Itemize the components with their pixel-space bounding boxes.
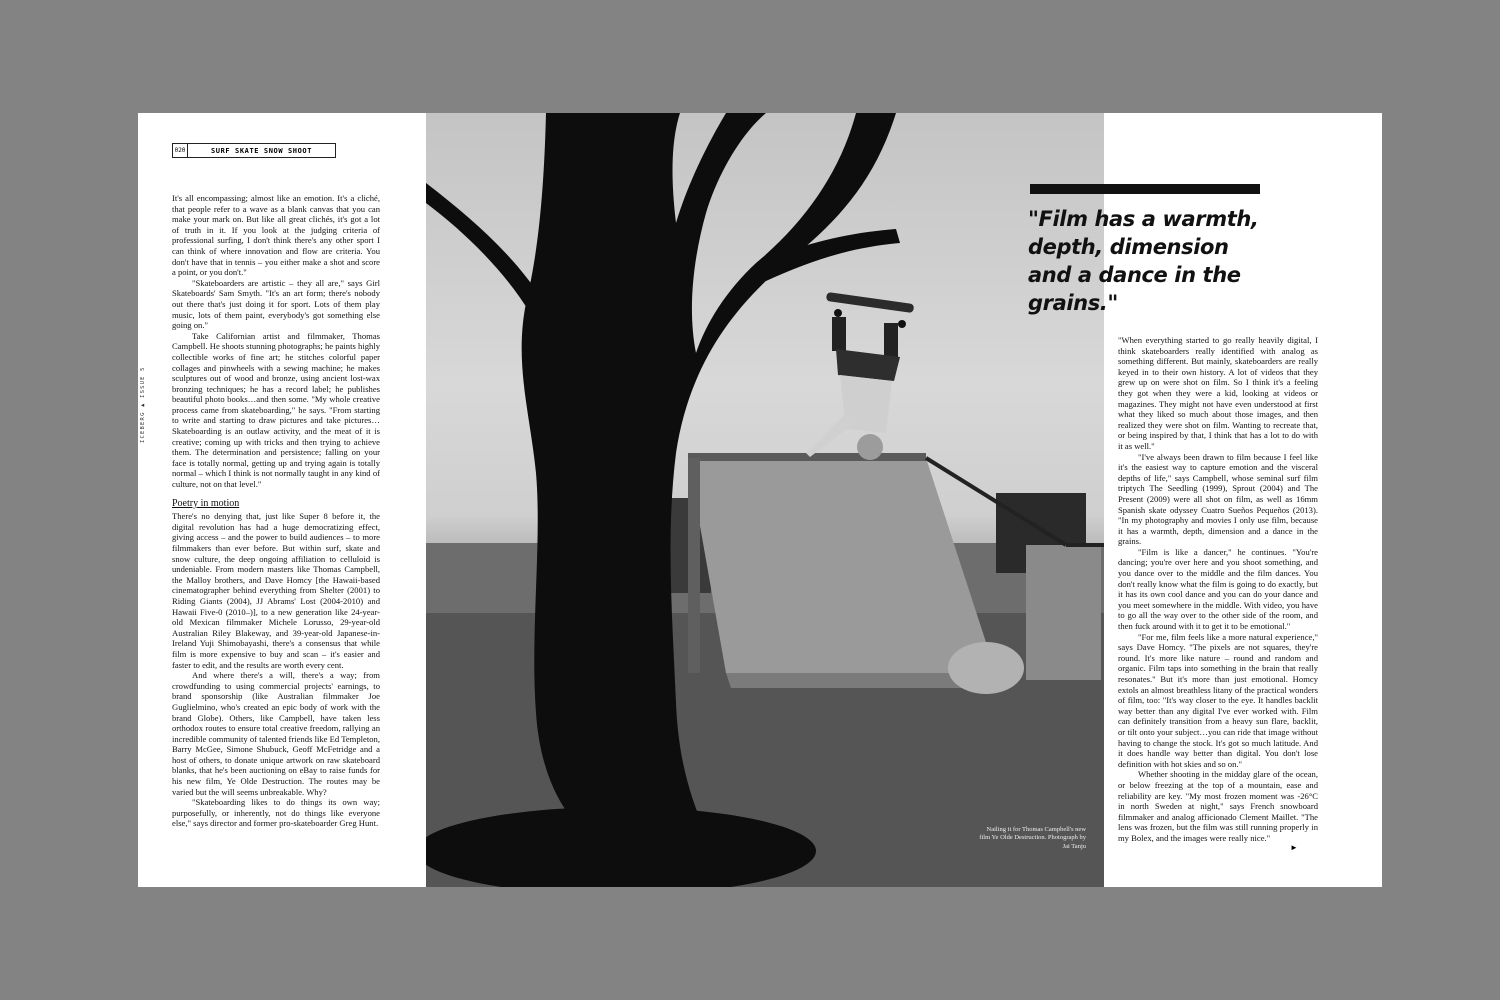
paragraph: It's all encompassing; almost like an emotion. It's a cliché, that people refer to a wave as a blank canvas that you can make your mark on. But like all great clichés, it's got a lot of truth in it. If you look at the judging criteria of professional surfing, I don't think there's any other sport I can think of where innovation and flow are criteria. You don't have that in tennis – you either make a shot and score a point, or you don't."	[172, 193, 380, 278]
skateboarder-silhouette	[806, 292, 914, 460]
paragraph: "Skateboarding likes to do things its own way; purposefully, or inherently, not do things like everyone else," says director and former pro-skateboarder Greg Hunt.	[172, 797, 380, 829]
left-page	[138, 113, 426, 887]
paragraph: "When everything started to go really heavily digital, I think skateboarders really identified with analog as something different. But mainly, skateboarders are really keyed in to their own history. A lot of videos that they grew up on were shot on film. So I think it's a feeling they got when they were a kid, looking at videos or magazines. They might not have even understood at first what they liked so much about those images, and then realized they were shot on film. Wanting to recreate that, or being inspired by that, I think that has a lot to do with it as well."	[1118, 335, 1318, 451]
photo-caption: Nailing it for Thomas Campbell's new film Ye Olde Destruction. Photograph by Jai Tanju	[979, 825, 1086, 850]
paragraph: There's no denying that, just like Super 8 before it, the digital revolution has had a huge democratizing effect, giving access – and the power to build audiences – to more filmmakers than ever before. But within surf, skate and snow culture, the deep ongoing affiliation to celluloid is undeniable. From modern masters like Thomas Campbell, the Malloy brothers, and Dave Homcy [the Hawaii-based cinematographer behind everything from Shelter (2001) to Riding Giants (2004), JJ Abrams' Lost (2004-2010) and Hawaii Five-0 (2010–)], to a new generation like 24-year-old Mexican filmmaker Michele Lorusso, 29-year-old Australian Riley Blakeway, and 39-year-old Japanese-in-Ireland Yuji Shimobayashi, there's a consensus that while film is more expensive to buy and scan – it's easier and faster to edit, and the results are worth every cent.	[172, 511, 380, 670]
paragraph: And where there's a will, there's a way; from crowdfunding to using commercial projects' earnings, to brand sponsorship (like Australian filmmaker Joe Guglielmino, who's created an epic body of work with the brand Globe). Others, like Campbell, have taken less orthodox routes to ensure total creative freedom, rallying an incredible community of talented friends like Ed Templeton, Barry McGee, Simone Shubuck, Geoff McFetridge and a host of others, to donate unique artwork on raw skateboard blanks, that he's been auctioning on eBay to raise funds for his new film, Ye Olde Destruction. The routes may be varied but the will seems unbreakable. Why?	[172, 670, 380, 797]
article-column-right	[1118, 335, 1318, 844]
article-column-left	[172, 193, 380, 829]
paragraph: Whether shooting in the midday glare of the ocean, or below freezing at the top of a mountain, ease and reliability are key. "My most frozen moment was -26°C in north Sweden at night," says French snowboard filmmaker and analog afficionado Clement Maillet. "The lens was frozen, but the film was still running properly in my Bolex, and the images were really nice."	[1118, 769, 1318, 843]
paragraph: "Film is like a dancer," he continues. "You're dancing; you're over here and you shoot something, and you dance over to the middle and the film dances. You don't really know what the film is going to do exactly, but it has its own cool dance and you can do your dance and you meet somewhere in the middle. With video, you have to go all the way over to the other side of the room, and then fuck around with it to get it to be emotional."	[1118, 546, 1318, 632]
section-title: SURF SKATE SNOW SHOOT	[210, 146, 313, 155]
end-mark-icon: ►	[1290, 843, 1298, 852]
page-number: 020	[173, 144, 188, 157]
paragraph: "For me, film feels like a more natural experience," says Dave Homcy. "The pixels are not squares, they're round. It's more like nature – round and random and organic. Film taps into something in the brain that really resonates." But it's more than just emotional. Homcy extols an almost breathless litany of the practical wonders of film, too: "It's way closer to the eye. It handles backlit way better than any digital I've ever worked with. Film can definitely transition from a heavy sun flare, backlit, or tilt onto your subject…you can ride that image without having to change the stock. It's got so much latitude. And it does handle way better than digital. You don't lose definition with hot skies and so on."	[1118, 631, 1318, 769]
paragraph: "Skateboarders are artistic – they all are," says Girl Skateboards' Sam Smyth. "It's an art form; there's nobody out there that's just doing it for sport. Lots of them play music, lots of them paint, everybody's got something else going on."	[172, 277, 380, 331]
subheading: Poetry in motion	[172, 497, 240, 509]
paragraph: Take Californian artist and filmmaker, Thomas Campbell. He shoots stunning photographs; he paints highly collectible works of fine art; he stitches colorful paper collages and pinwheels with a sewing machine; he makes sculptures out of wood and bronze, using ancient lost-wax bronzing techniques; he has a record label; he publishes beautiful photo books…and then some. "My whole creative process came from skateboarding," he says. "From starting to write and starting to draw pictures and take pictures… Skateboarding is an outlaw activity, and the meat of it is creative; coming up with tricks and then trying to achieve them. The determination and persistence; falling on your face is totally normal, getting up and trying again is totally normal – which I think is not normally taught in any kind of culture, not on that level."	[172, 330, 380, 490]
quote-rule	[1030, 184, 1260, 194]
photo-illustration	[426, 113, 1104, 887]
pull-quote: "Film has a warmth, depth, dimension and a dance in the grains."	[1028, 207, 1259, 315]
paragraph: "I've always been drawn to film because I feel like it's the easiest way to capture emotion and the visceral depths of life," says Campbell, whose seminal surf film triptych The Seedling (1999), Sprout (2004) and The Present (2009) were all shot on film, as well as 16mm Spanish skate odyssey Cuatro Sueños Pequeños (2013). "In my photography and movies I only use film, because it has a warmth, depth, dimension and a dance in the grains.	[1118, 451, 1318, 547]
skateboard-photo	[426, 113, 1104, 887]
page-header	[172, 143, 336, 158]
issue-label: ICEBERG ▲ ISSUE 5	[140, 366, 146, 443]
magazine-spread	[138, 113, 1382, 887]
